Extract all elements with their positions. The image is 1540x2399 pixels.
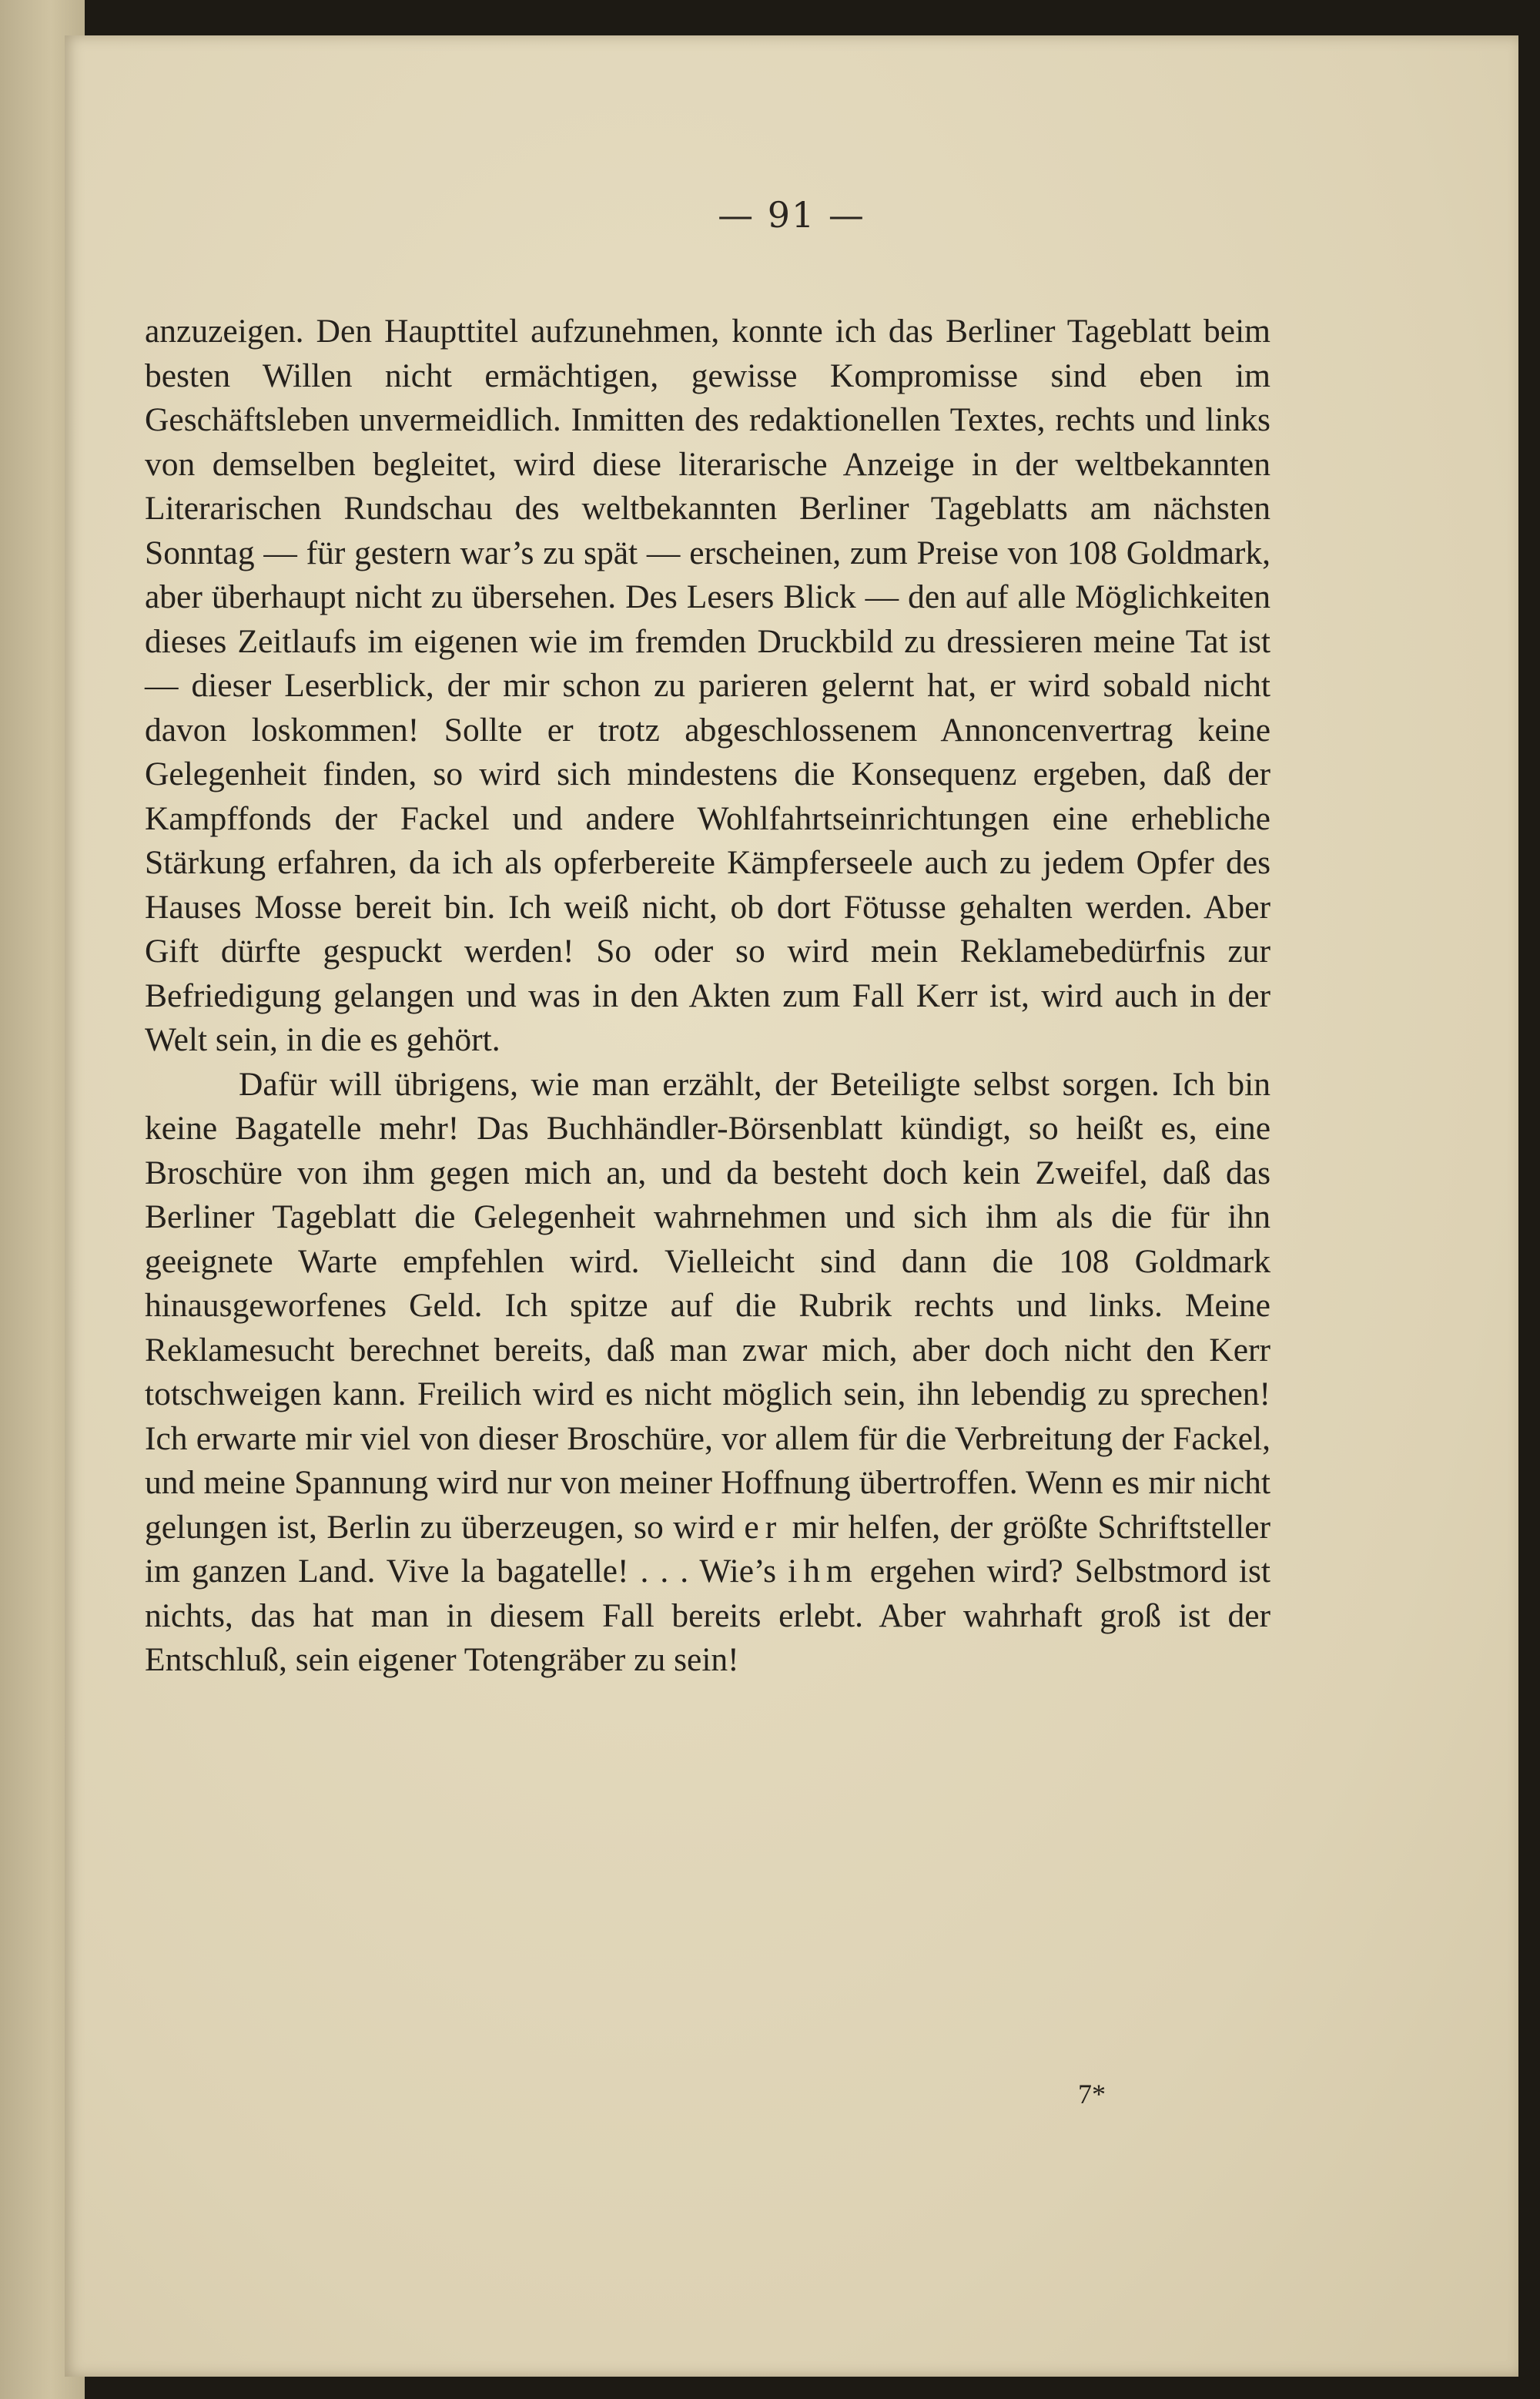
paragraph-2-part-3: ergehen wird? Selbstmord ist nichts, das hat man in diesem Fall bereits erlebt. Aber wahrhaft groß ist der Entschluß, sein eigener Totengräber zu sein! bbox=[145, 1553, 1271, 1678]
paragraph-1: anzuzeigen. Den Haupttitel aufzunehmen, konnte ich das Berliner Tageblatt beim besten Willen nicht ermächtigen, gewisse Kompromisse sind eben im Geschäftsleben unvermeidlich. Inmitten des redaktionellen Textes, rechts und links von demselben begleitet, wird diese literarische Anzeige in der weltbekannten Literarischen Rundschau des weltbekannten Berliner Tageblatts am nächsten Sonntag — für gestern war’s zu spät — erscheinen, zum Preise von 108 Goldmark, aber überhaupt nicht zu übersehen. Des Lesers Blick — den auf alle Möglichkeiten dieses Zeitlaufs im eigenen wie im fremden Druckbild zu dressieren meine Tat ist — dieser Leserblick, der mir schon zu parieren gelernt hat, er wird sobald nicht davon loskommen! Sollte er trotz abgeschlossenem Annoncenvertrag keine Gelegenheit finden, so wird sich mindestens die Konsequenz ergeben, daß der Kampffonds der Fackel und andere Wohlfahrtseinrichtungen eine erhebliche Stärkung erfahren, da ich als opferbereite Kämpferseele auch zu jedem Opfer des Hauses Mosse bereit bin. Ich weiß nicht, ob dort Fötusse gehalten werden. Aber Gift dürfte gespuckt werden! So oder so wird mein Reklamebedürfnis zur Befriedigung gelangen und was in den Akten zum Fall Kerr ist, wird auch in der Welt sein, in die es gehört. bbox=[145, 313, 1270, 1058]
signature-mark: 7* bbox=[1078, 2079, 1106, 2109]
paragraph-2-part-1: Dafür will übrigens, wie man erzählt, der Beteiligte selbst sorgen. Ich bin keine Bagatelle mehr! Das Buchhändler-Börsenblatt kündigt, so heißt es, eine Broschüre von ihm gegen mich an, und da besteht doch kein Zweifel, daß das Berliner Tageblatt die Gelegenheit wahrnehmen und sich ihm als die für ihn geeignete Warte empfehlen wird. Vielleicht sind dann die 108 Goldmark hinausgeworfenes Geld. Ich spitze auf die Rubrik rechts und links. Meine Reklamesucht berechnet bereits, daß man zwar mich, aber doch nicht den Kerr totschweigen kann. Freilich wird es nicht möglich sein, ihn lebendig zu sprechen! Ich erwarte mir viel von dieser Broschüre, vor allem für die Verbreitung der Fackel, und meine Spannung wird nur von meiner Hoffnung übertroffen. Wenn es mir nicht gelungen ist, Berlin zu überzeugen, so wird bbox=[145, 1065, 1270, 1546]
page-number: — 91 — bbox=[718, 194, 865, 236]
body-text bbox=[145, 310, 1270, 1683]
paragraph-2 bbox=[145, 1063, 1270, 1683]
emphasis-ihm: ihm bbox=[788, 1553, 859, 1590]
emphasis-er: er bbox=[744, 1508, 783, 1546]
paragraph-2-part-2: mir helfen, der größte Schriftsteller im ganzen Land. Vive la bagatelle! . . . Wie’s bbox=[145, 1508, 1271, 1590]
book-page bbox=[65, 35, 1518, 2377]
